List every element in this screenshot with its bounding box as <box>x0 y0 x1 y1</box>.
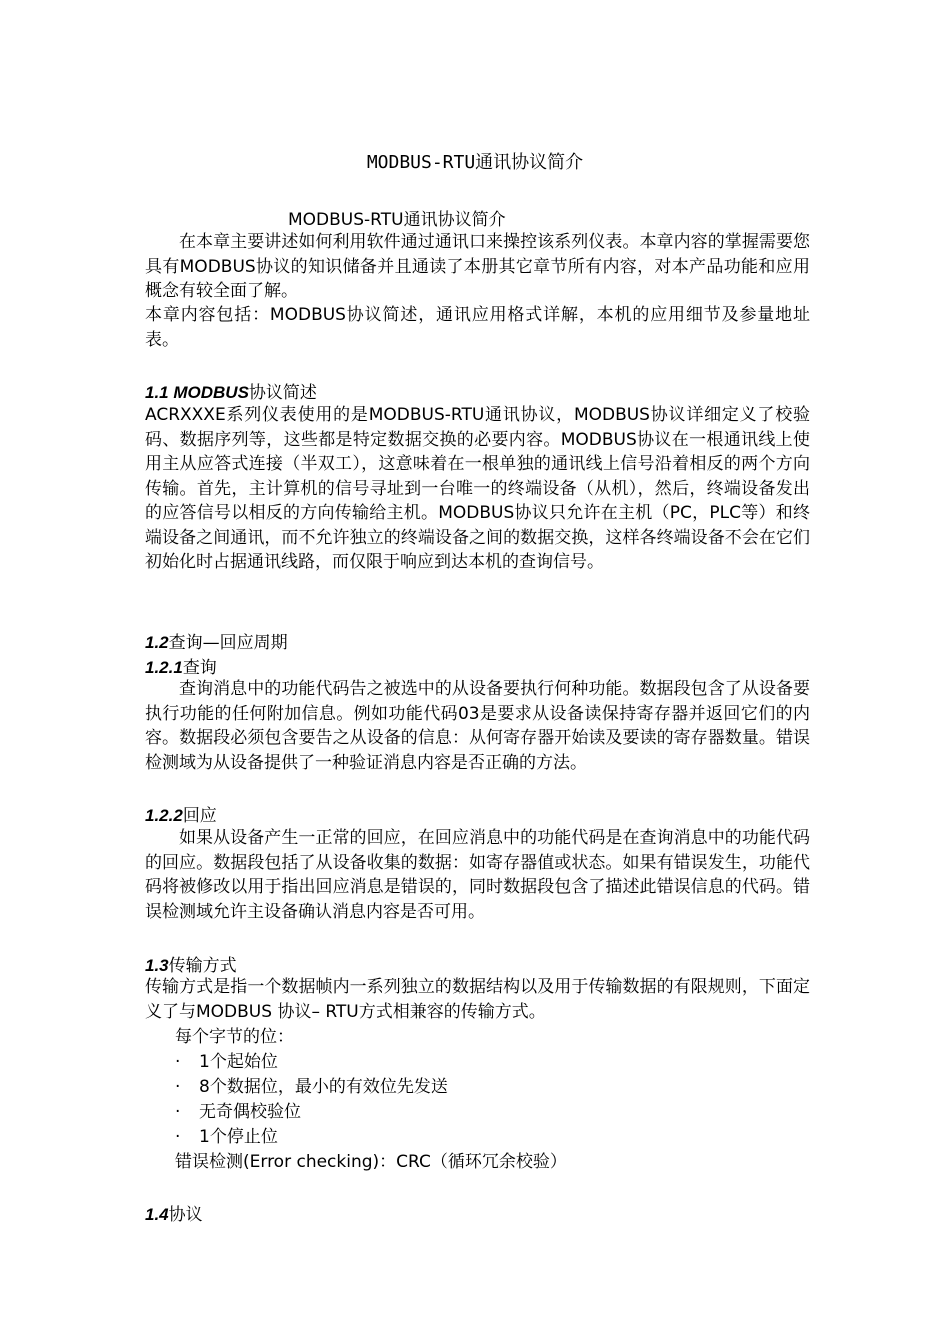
list-item-text: 1个停止位 <box>199 1127 278 1147</box>
heading-number: 1.4 <box>145 1205 169 1224</box>
bits-list <box>175 1025 567 1175</box>
heading-text: 传输方式 <box>168 956 237 976</box>
list-item-text: 无奇偶校验位 <box>199 1102 301 1122</box>
heading-1-4 <box>145 1200 203 1225</box>
bits-label: 每个字节的位： <box>175 1027 294 1047</box>
heading-1-1 <box>145 378 317 403</box>
heading-1-3 <box>145 951 237 976</box>
bullet-icon: · <box>175 1052 181 1072</box>
heading-number: 1.3 <box>145 956 169 975</box>
heading-text: 查询—回应周期 <box>168 633 288 653</box>
heading-1-2 <box>145 628 288 653</box>
list-item <box>175 1125 567 1150</box>
heading-text: 回应 <box>182 806 217 826</box>
section-1-2-1-body: 查询消息中的功能代码告之被选中的从设备要执行何种功能。数据段包含了从设备要执行功能的任何附加信息。例如功能代码03是要求从设备读保持寄存器并返回它们的内容。数据段必须包含要告之从设备的信息：从何寄存器开始读及要读的寄存器数量。错误检测域为从设备提供了一种验证消息内容是否正确的方法。 <box>145 679 810 773</box>
section-1-3-body: 传输方式是指一个数据帧内一系列独立的数据结构以及用于传输数据的有限规则，下面定义了与MODBUS 协议– RTU方式相兼容的传输方式。 <box>145 977 810 1022</box>
heading-text: 协议 <box>168 1205 203 1225</box>
document-title: MODBUS-RTU通讯协议简介 <box>366 152 584 173</box>
intro-contents-paragraph: 本章内容包括：MODBUS协议简述，通讯应用格式详解，本机的应用细节及参量地址表。 <box>145 305 810 350</box>
section-subtitle: MODBUS-RTU通讯协议简介 <box>288 210 506 230</box>
intro-paragraph: 在本章主要讲述如何利用软件通过通讯口来操控该系列仪表。本章内容的掌握需要您具有MODBUS协议的知识储备并且通读了本册其它章节所有内容，对本产品功能和应用概念有较全面了解。 <box>145 232 810 301</box>
error-check-line: 错误检测(Error checking)：CRC（循环冗余校验） <box>175 1152 567 1172</box>
list-item <box>175 1075 567 1100</box>
heading-number: 1.2.2 <box>145 806 183 825</box>
heading-1-2-2 <box>145 801 217 826</box>
list-item-text: 1个起始位 <box>199 1052 278 1072</box>
list-item <box>175 1050 567 1075</box>
list-item-text: 8个数据位，最小的有效位先发送 <box>199 1077 448 1097</box>
heading-number: 1.2.1 <box>145 658 183 677</box>
heading-number: 1.1 MODBUS <box>145 383 249 402</box>
section-1-2-2-body: 如果从设备产生一正常的回应，在回应消息中的功能代码是在查询消息中的功能代码的回应。数据段包括了从设备收集的数据：如寄存器值或状态。如果有错误发生，功能代码将被修改以用于指出回应消息是错误的，同时数据段包含了描述此错误信息的代码。错误检测域允许主设备确认消息内容是否可用。 <box>145 828 810 922</box>
heading-number: 1.2 <box>145 633 169 652</box>
bullet-icon: · <box>175 1127 181 1147</box>
list-item <box>175 1100 567 1125</box>
heading-1-2-1 <box>145 653 217 678</box>
bullet-icon: · <box>175 1102 181 1122</box>
bullet-icon: · <box>175 1077 181 1097</box>
heading-text: 协议简述 <box>248 383 317 403</box>
section-1-1-body: ACRXXXE系列仪表使用的是MODBUS-RTU通讯协议，MODBUS协议详细定义了校验码、数据序列等，这些都是特定数据交换的必要内容。MODBUS协议在一根通讯线上使用主从应答式连接（半双工），这意味着在一根单独的通讯线上信号沿着相反的两个方向传输。首先，主计算机的信号寻址到一台唯一的终端设备（从机），然后，终端设备发出的应答信号以相反的方向传输给主机。MODBUS协议只允许在主机（PC，PLC等）和终端设备之间通讯，而不允许独立的终端设备之间的数据交换，这样各终端设备不会在它们初始化时占据通讯线路，而仅限于响应到达本机的查询信号。 <box>145 405 810 572</box>
heading-text: 查询 <box>182 658 217 678</box>
